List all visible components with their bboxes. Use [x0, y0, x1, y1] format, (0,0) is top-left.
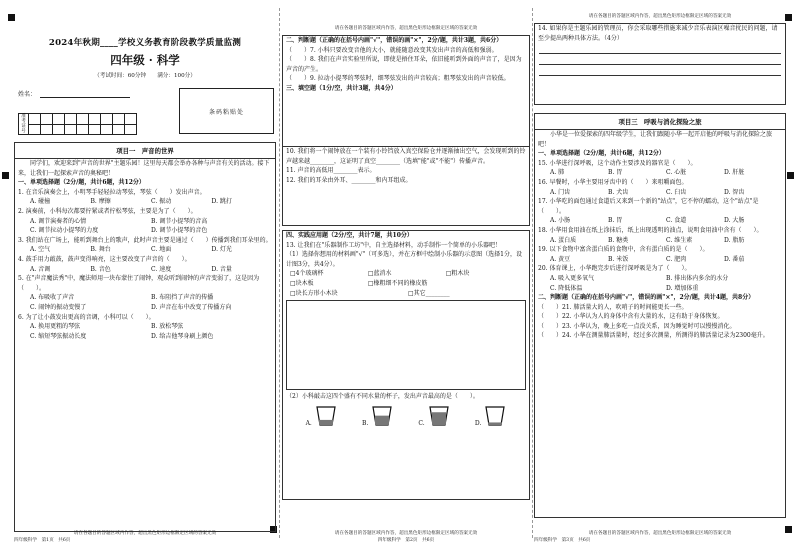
answer-notice: 请在各题目的答题区域内作答，超出黑色矩形边框限定区域的答案无效: [588, 14, 732, 19]
question-14: 14. 如果你是主题乐园的管理员，你会采取哪些措施来减少音乐表演区噪音扰民的问题，请至少提出两种具体方法。（4分）: [538, 25, 778, 42]
option[interactable]: B. 放松琴弦: [151, 323, 184, 331]
option[interactable]: A. 门齿: [550, 188, 571, 196]
option[interactable]: D. 番茄: [724, 255, 745, 263]
question-8: （ ）8. 我们在声音实验里所说，即使是捂住耳朵，依旧能听到外面的声音了，是因为声音的产生。: [286, 56, 522, 73]
page-number: 四年级科学 第2页 共6页: [377, 538, 435, 543]
options-q17: [538, 216, 782, 226]
material-checkbox[interactable]: □其它________: [408, 289, 450, 297]
option[interactable]: D. 给吉他琴身刷上颜色: [151, 332, 214, 340]
page-footer: [282, 531, 530, 543]
drawing-area[interactable]: [286, 300, 526, 390]
options-q16: [538, 188, 782, 198]
options-q15: [538, 168, 782, 178]
option[interactable]: D. 智齿: [724, 188, 745, 196]
question-area: [283, 231, 529, 298]
option[interactable]: A. 黄豆: [550, 255, 571, 263]
option[interactable]: D. 音量: [211, 265, 232, 273]
material-checkbox[interactable]: □粗木块: [445, 270, 470, 278]
water-fill: [375, 415, 389, 424]
registration-mark: [787, 172, 794, 179]
options-q19: [538, 255, 782, 265]
option[interactable]: B. 糖类: [608, 236, 629, 244]
option[interactable]: A. 蛋白质: [550, 236, 577, 244]
material-list: [286, 269, 526, 298]
question-7: （ ）7. 小科只要改变音他的大小，就能随意改变其发出声音的高低和强弱。: [286, 46, 498, 54]
options-q2: [18, 217, 272, 236]
exam-no-cell[interactable]: [29, 114, 41, 125]
option[interactable]: C. 地面: [151, 246, 172, 254]
exam-no-cell[interactable]: [41, 124, 53, 135]
question-13: 13. 让我们在"乐器制作工坊"中，自主选择材料，动手制作一个简单的小乐器吧！: [286, 241, 501, 249]
section-heading: 二、判断题（正确的在括号内画"√"，错误的画"×"，2分/题，共计4题，共8分）: [538, 294, 755, 302]
option[interactable]: C. 食道: [666, 217, 687, 225]
exam-no-cell[interactable]: [89, 124, 101, 135]
exam-no-label: 准考证号: [19, 114, 29, 135]
fill-blank-box: [282, 146, 530, 226]
section-heading: 一、单项选择题（2分/题，共计6题，共12分）: [18, 179, 145, 187]
option[interactable]: A. 空气: [30, 246, 51, 254]
section-heading: 二、判断题（正确的在括号内画"√"，错误的画"×"，2分/题，共计3题，共6分）: [286, 37, 503, 44]
registration-mark: [785, 14, 792, 21]
cup-icon: [371, 405, 393, 427]
question-2: 2. 演奏前，小科每次都要拧紧或者拧松琴弦，主要是为了（ ）。: [18, 207, 197, 215]
project-3-box: [534, 113, 786, 518]
cup-icon: [484, 405, 506, 427]
option[interactable]: A. 碰撞: [30, 198, 51, 206]
question-11: 11. 声音的高低用________表示。: [286, 167, 376, 175]
question-15: 15. 小华进行深呼吸，这个动作主要涉及的器官是（ ）。: [538, 159, 697, 167]
exam-title: 2024年秋期____学校义务教育阶段教学质量监测: [48, 38, 242, 48]
exam-no-cell[interactable]: [101, 124, 113, 135]
option[interactable]: C. 振动: [151, 198, 172, 206]
options-q18: [538, 236, 782, 246]
cup-options: [283, 402, 529, 431]
answer-notice: 请在各题目的答题区域内作答，超出黑色矩形边框限定区域的答案无效: [334, 26, 478, 31]
option[interactable]: D. 跳打: [211, 198, 232, 206]
registration-mark: [2, 172, 9, 179]
question-13-1: （1）选择你想用的材料画"√"（可多选），并在方框中绘制小乐器的示意图（选择1分，设计图3分，共4分）。: [286, 251, 522, 268]
cup-option[interactable]: [475, 405, 507, 427]
options-q20: [538, 274, 782, 293]
question-19: 19. 以下食物中富含蛋白质的食物中，含有蛋白质的是（ ）。: [538, 246, 709, 254]
option[interactable]: B. 布阻挡了声音的传播: [151, 294, 214, 302]
question-3: 3. 我们站在广场上，能听到舞台上的歌声，此时声音主要是通过（ ）传播到我们耳朵里的。: [18, 236, 272, 244]
name-label: 姓名：: [18, 91, 37, 98]
option[interactable]: A. 布吸收了声音: [30, 294, 75, 302]
exam-no-cell[interactable]: [77, 114, 89, 125]
project-title: 项目一 声音的世界: [15, 143, 275, 159]
option[interactable]: B. 米饭: [608, 255, 629, 263]
water-fill: [319, 420, 333, 425]
exam-no-cell[interactable]: [113, 114, 125, 125]
question-17: 17. 小华吃的面包通过食道后又来到一个新的"站点"，它不停的蠕动，这个"站点"是（ ）。: [538, 198, 759, 215]
question-4: 4. 鼓手用力敲鼓，鼓声变得响亮，这主要改变了声音的（ ）。: [18, 255, 191, 263]
material-checkbox[interactable]: □块木板: [290, 279, 314, 287]
cup-icon: [428, 405, 450, 427]
intro-text: 同学们，欢迎来到"声音的世界"主题乐园！这里每天都会举办各种与声音有关的活动。接下来，让我们一起探索声音的奥秘吧！: [18, 160, 270, 177]
project-title: 项目三 呼吸与消化探险之旅: [535, 114, 785, 130]
page-footer: [14, 531, 276, 543]
question-22: （ ）22. 小华认为人的身体中含有大量的水，这有助于身体恢复。: [538, 313, 724, 321]
page-3: [534, 0, 786, 546]
option[interactable]: C. 闹钟的振动变慢了: [30, 303, 87, 311]
exam-number-grid: [18, 113, 137, 135]
question-9: （ ）9. 拉动小提琴的琴弦时，细琴弦发出的声音较高；粗琴弦发出的声音较低。: [286, 75, 510, 83]
cup-label: B.: [361, 419, 369, 427]
option[interactable]: D. 脂肪: [724, 236, 745, 244]
exam-no-cell[interactable]: [113, 124, 125, 135]
exam-no-cell[interactable]: [125, 124, 137, 135]
options-q3: [18, 245, 272, 255]
answer-lines[interactable]: [535, 43, 785, 76]
question-area: [535, 24, 785, 43]
option[interactable]: D. 调节小提琴的音色: [151, 227, 208, 235]
question-10: 10. 我们将一个闹钟放在一个装有小铃铛放入真空保险仓并逐渐抽出空气，会发现听到的铃声越来越________，这证明了真空________（选填"能"或"不能"）传播声音。: [286, 148, 526, 165]
question-23: （ ）23. 小华认为，晚上多吃一点没关系，因为睡觉时可以慢慢消化。: [538, 322, 736, 330]
option[interactable]: D. 灯光: [211, 246, 232, 254]
question-area: [283, 147, 529, 185]
barcode-area: 条码粘贴处: [179, 88, 274, 134]
option[interactable]: C. 心脏: [666, 169, 687, 177]
cup-label: D.: [474, 419, 482, 427]
option[interactable]: B. 胃: [608, 169, 623, 177]
option[interactable]: C. 臼齿: [666, 188, 687, 196]
cup-label: C.: [418, 419, 425, 427]
question-1: 1. 在音乐演奏会上，小明琴手轻轻拉动琴弦，琴弦（ ）发出声音。: [18, 188, 206, 196]
answer-notice: 请在各题目的答题区域内作答，超出黑色矩形边框限定区域的答案无效: [588, 531, 732, 536]
option[interactable]: A. 音调: [30, 265, 51, 273]
option[interactable]: C. 速度: [151, 265, 172, 273]
name-field[interactable]: [40, 90, 130, 98]
judgement-box: [282, 35, 530, 147]
exam-info: （考试时间：60分钟 满分：100分）: [94, 73, 196, 79]
option[interactable]: C. 缩短琴弦振动长度: [30, 332, 87, 340]
page-divider: [532, 8, 533, 538]
option[interactable]: B. 摩擦: [90, 198, 111, 206]
cup-option[interactable]: [306, 405, 337, 427]
question-6: 6. 为了让小鼓发出更高的音调，小科可以（ ）。: [18, 313, 155, 321]
option[interactable]: A. 调节演奏者的心情: [30, 217, 87, 225]
registration-mark: [785, 526, 792, 533]
page-divider: [279, 8, 280, 538]
material-checkbox[interactable]: □橡粗细不同的橡皮筋: [367, 279, 428, 287]
exam-no-cell[interactable]: [29, 124, 41, 135]
page-1: [14, 0, 276, 546]
option[interactable]: A. 换用更粗的琴弦: [30, 323, 81, 331]
water-fill: [488, 422, 502, 425]
option[interactable]: C. 维生素: [666, 236, 693, 244]
exam-no-cell[interactable]: [41, 114, 53, 125]
material-checkbox[interactable]: □块长方形小木块: [290, 289, 338, 297]
exam-no-cell[interactable]: [101, 114, 113, 125]
answer-notice: 请在各题目的答题区域内作答，超出黑色矩形边框限定区域的答案无效: [334, 531, 478, 536]
options-q6: [18, 322, 272, 341]
page-number: 四年级科学 第1页 共6页: [14, 538, 71, 543]
page-2: [282, 0, 530, 546]
option[interactable]: B. 排出体内多余的水分: [666, 274, 729, 282]
option[interactable]: B. 音色: [90, 265, 111, 273]
material-checkbox[interactable]: □4个玻璃杯: [290, 270, 324, 278]
question-12: 12. 我们的耳朵由外耳、________和内耳组成。: [286, 176, 412, 184]
options-q5: [18, 293, 272, 312]
section-heading: 一、单项选择题（2分/题，共计6题，共12分）: [538, 150, 665, 158]
option[interactable]: B. 舞台: [90, 246, 111, 254]
q14-box: [534, 23, 786, 105]
cup-icon: [315, 405, 337, 427]
question-area: [15, 159, 275, 341]
option[interactable]: D. 肝脏: [724, 169, 745, 177]
question-20: 20. 体育课上，小华跑完步后进行深呼吸是为了（ ）。: [538, 265, 691, 273]
option[interactable]: B. 调节小提琴的音高: [151, 217, 208, 225]
question-area: [535, 130, 785, 341]
exam-no-cell[interactable]: [53, 124, 65, 135]
option[interactable]: C. 肥肉: [666, 255, 687, 263]
exam-no-cell[interactable]: [89, 114, 101, 125]
exam-no-cell[interactable]: [125, 114, 137, 125]
option[interactable]: C. 降低体温: [550, 284, 583, 292]
option[interactable]: D. 增加体重: [666, 284, 699, 292]
question-area: [283, 392, 529, 402]
cup-label: A.: [305, 419, 312, 427]
question-area: [283, 36, 529, 94]
option[interactable]: D. 大肠: [724, 217, 745, 225]
option[interactable]: D. 声音在布中改变了传播方向: [151, 303, 232, 311]
page-number: 四年级科学 第3页 共6页: [534, 538, 591, 543]
exam-no-cell[interactable]: [53, 114, 65, 125]
page-footer: [534, 531, 786, 543]
exam-no-cell[interactable]: [65, 114, 77, 125]
question-18: 18. 小华用食用油在纸上涂抹后，纸上出现透明的油点，说明食用油中含有（ ）。: [538, 226, 763, 234]
section-heading: 三、填空题（1分/空，共计3题，共4分）: [286, 84, 397, 92]
answer-notice: 请在各题目的答题区域内作答，超出黑色矩形边框限定区域的答案无效: [73, 531, 217, 536]
exam-no-cell[interactable]: [77, 124, 89, 135]
cup-option[interactable]: [418, 405, 449, 427]
question-13-2: （2）小科敲击这四个盛有不同水量的杯子，发出声音最高的是（ ）。: [286, 393, 479, 401]
question-5: 5. 在"声音魔法秀"中，魔法师用一块布蒙住了闹钟，观众听到闹钟的声音变弱了，这是因为（ ）。: [18, 275, 260, 292]
question-16: 16. 早餐时，小华主要用牙齿中的（ ）来咀嚼面包。: [538, 178, 688, 186]
intro-text: 小华是一位爱探索的四年级学生，让我们跟随小华一起开启他的呼吸与消化探险之旅吧！: [538, 131, 773, 148]
subject-title: 四年级 · 科学: [110, 53, 180, 67]
question-24: （ ）24. 小华在测量肺活量时，经过多次测量，所测得的肺活量记录为2300毫升。: [538, 332, 769, 340]
option[interactable]: A. 肺: [550, 169, 565, 177]
question-21: （ ）21. 肺活量大的人，吹哨子的时间能更长一些。: [538, 303, 688, 311]
water-fill: [432, 412, 446, 425]
options-q4: [18, 265, 272, 275]
option[interactable]: B. 犬齿: [608, 188, 629, 196]
option[interactable]: A. 小肠: [550, 217, 571, 225]
section-heading: 四、实践应用题（2分/空，共计7题，共10分）: [286, 232, 413, 239]
material-checkbox[interactable]: □蓝消水: [367, 270, 392, 278]
project-1-box: [14, 142, 276, 532]
option[interactable]: C. 调节拉动小提琴的力度: [30, 227, 99, 235]
option[interactable]: A. 吸入更多氧气: [550, 274, 595, 282]
practice-box: [282, 230, 530, 500]
exam-no-cell[interactable]: [65, 124, 77, 135]
option[interactable]: B. 胃: [608, 217, 623, 225]
cup-option[interactable]: [362, 405, 393, 427]
options-q1: [18, 197, 272, 207]
